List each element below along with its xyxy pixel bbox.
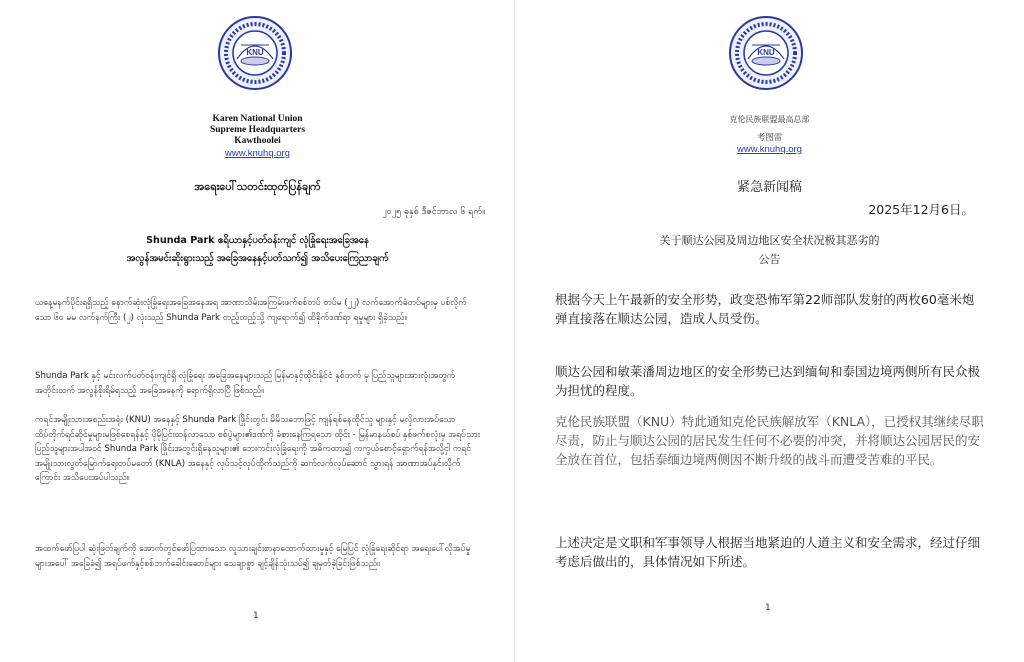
doc-title-line1: 关于顺达公园及周边地区安全状况极其恶劣的	[659, 234, 880, 247]
paragraph: Shunda Park နှင့် မင်းလက်ပတ်ဝန်းကျင်ရှိ လုံခြုံရေး အခြေအနေများသည် မြန်မာနှင့်ထိုင်းနိုင်ငံ နှစ်ဘက် မှ ပြည်သူများအားလုံးအတွက် အတိုင်းထက် အလွန်စိုးရိမ်ရသည့် အခြေအနေကို ရောက်ရှိလာပြီ ဖြစ်သည်။	[35, 371, 456, 396]
org-name: 克伦民族联盟最高总部	[729, 115, 810, 124]
org-name: Karen National Union	[212, 114, 303, 124]
knu-emblem-text: KNU	[757, 48, 775, 57]
doc-title-line1: Shunda Park ဧရိယာနှင့်ပတ်ဝန်းကျင် လုံခြုံရေးအခြေအနေ	[146, 235, 369, 246]
page-number: 1	[253, 611, 259, 621]
doc-date: ၂၀၂၅ ခုနှစ် ဒီဇင်ဘာလ ၆ ရက်။	[382, 207, 485, 217]
doc-type-heading: 紧急新闻稿	[736, 180, 802, 195]
paragraph: ယနေ့မနက်ပိုင်းရရှိသည့် နောက်ဆုံးလုံခြုံရေးအခြေအနေအရ အာဏာသိမ်းအကြမ်းဖက်စစ်တပ် တပ်မ (၂၂) လက်အောက်ခံတပ်များမှ ပစ်လိုက်သော ၆၀ မမ လက်နက်ကြီး (၂) လုံးသည် Shunda Park တည့်တည့်သို့ ကျရောက်၍ ထိခိုက်ဒဏ်ရာ ရမှုများ ရှိခဲ့သည်။	[35, 298, 467, 323]
paragraph: 上述决定是文职和军事领导人根据当地紧迫的人道主义和安全需求，经过仔细考虑后做出的，具体情况如下所述。	[555, 535, 981, 569]
org-place: 考图雷	[756, 133, 783, 143]
website-link[interactable]: www.knuhq.org	[225, 148, 290, 159]
knu-emblem-icon	[728, 15, 804, 91]
paragraph: အထက်ဖော်ပြပါ ဆုံးဖြတ်ချက်ကို အောက်တွင်ဖော်ပြထားသော လူသားချင်းစာနာထောက်ထားမှုနှင့် မြေပြင် လုံခြုံရေးဆိုင်ရာ အရေးပေါ်လိုအပ်မှုများအပေါ် အခြေခံ၍ အရပ်ဖက်နှင့်စစ်ဘက်ခေါင်းဆောင်များ သေချာစွာ ချင့်ချိန်သုံးသပ်၍ ချမှတ်ခဲ့ခြင်းဖြစ်သည်။	[35, 544, 471, 569]
knu-emblem-text: KNU	[246, 48, 264, 57]
doc-title-line2: အလွန်အမင်းဆိုးရွားသည့် အခြေအနေနှင့်ပတ်သက်၍ အသိပေးကြေညာချက်	[126, 253, 389, 264]
paragraph: 根据今天上午最新的安全形势，政变恐怖军第22师部队发射的两枚60毫米炮弹直接落在顺达公园，造成人员受伤。	[555, 292, 975, 326]
paragraph: 克伦民族联盟（KNU）特此通知克伦民族解放军（KNLA），已授权其继续尽职尽责，防止与顺达公园的居民发生任何不必要的冲突，并将顺达公园居民的安全放在首位，包括泰缅边境两侧因不断升级的战斗而遭受苦难的平民。	[555, 414, 984, 467]
document-page-chinese	[515, 0, 1024, 662]
paragraph: 顺达公园和敏莱潘周边地区的安全形势已达到缅甸和泰国边境两侧所有民众极为担忧的程度。	[555, 364, 981, 398]
page-number: 1	[765, 603, 771, 613]
doc-title-line2: 公告	[758, 253, 781, 266]
org-place: Kawthoolei	[234, 136, 281, 146]
website-link[interactable]: www.knuhq.org	[737, 144, 802, 155]
doc-date: 2025年12月6日。	[868, 202, 974, 217]
org-subtitle: Supreme Headquarters	[209, 125, 306, 135]
doc-type-heading: အရေးပေါ်သတင်းထုတ်ပြန်ချက်	[194, 180, 321, 193]
paragraph: ကရင်အမျိုးသားအစည်းအရုံး (KNU) အနေနှင့် Shunda Park ဖြိုင်းတွင်း မိမိသဘောဖြင့် ကျန်ရစ်နေထိုင်သူ များနှင့် မလိုလားအပ်သော ထိပ်တိုက်ရင်ဆိုင်မှုများမဖြစ်စေရန်နှင့် ပိုမိုပြင်းထန်လာသော စစ်ပွဲများ၏ဒဏ်ကို ခံစားနေကြရသော ထိုင်း - မြန်မာနယ်စပ် နှစ်ဖက်စလုံးမှ အရပ်သားပြည်သူများအပါအဝင် Shunda Park ဖြိုင်းအတွင်းရှိနေသူများ၏ ဘေးကင်းလုံခြုံရေးကို အဓိကထား၍ ကကွယ်စောင့်ရှောက်ရန်အလို့ငှါ ကရင် အမျိုးသားလွတ်မြောက်ရေးတပ်မတော် (KNLA) အနေနှင့် လုပ်သင့်လုပ်ထိုက်သည်ကို ဆက်လက်လုပ်ဆောင် သွားရန် အာဏာအပ်နှင်းလိုက်ကြောင်း အသိပေးအပ်ပါသည်။	[35, 415, 480, 483]
knu-emblem-icon	[217, 15, 293, 91]
